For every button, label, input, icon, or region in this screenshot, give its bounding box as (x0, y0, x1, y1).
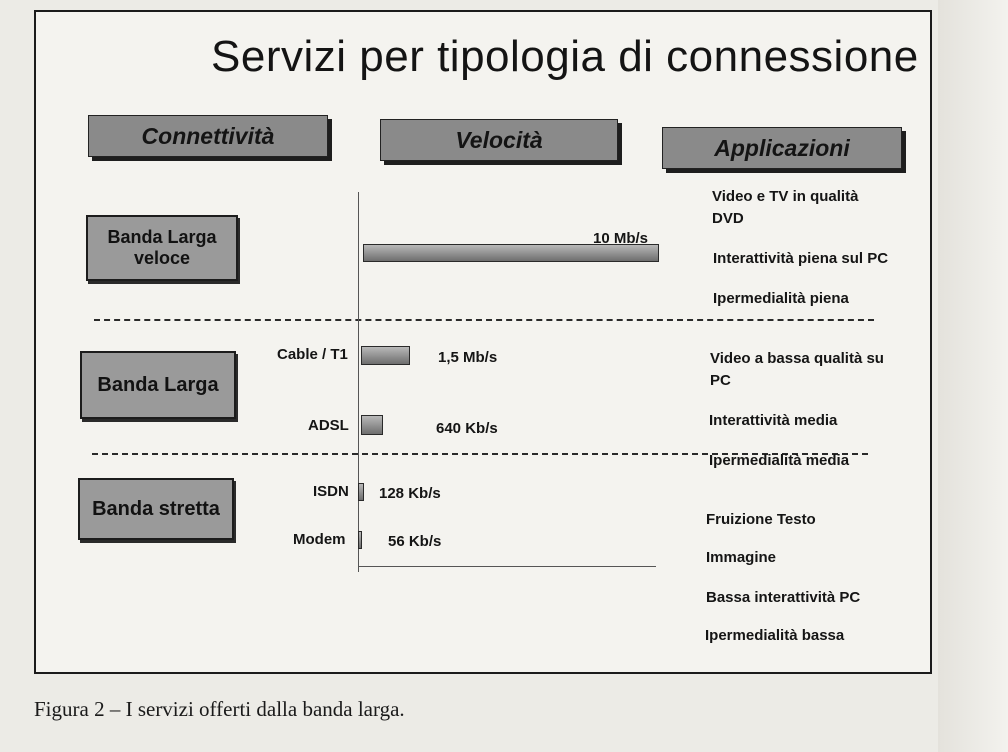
application-item: Fruizione Testo (706, 511, 816, 528)
header-connettivita: Connettività (88, 115, 328, 157)
bar-adsl (361, 415, 383, 435)
application-item: Immagine (706, 549, 777, 566)
speed-label-adsl: 640 Kb/s (436, 420, 498, 437)
application-item: Ipermedialità bassa (705, 627, 845, 644)
speed-baseline (358, 566, 656, 567)
figure-caption: Figura 2 – I servizi offerti dalla banda larga. (34, 697, 405, 721)
bar-modem (358, 531, 362, 549)
speed-label-isdn: 128 Kb/s (379, 485, 441, 502)
header-velocita: Velocità (380, 119, 618, 161)
speed-axis (358, 192, 359, 572)
application-item: Bassa interattività PC (706, 589, 861, 606)
category-banda-larga-veloce (86, 215, 238, 281)
figure-frame (34, 10, 932, 674)
category-banda-larga: Banda Larga (80, 351, 236, 419)
header-applicazioni: Applicazioni (662, 127, 902, 169)
connection-isdn: ISDN (313, 483, 349, 500)
page-edge (938, 0, 1008, 752)
category-line-1: Banda Larga (107, 227, 217, 247)
application-item: Video e TV in qualità DVD (712, 188, 859, 227)
divider-1 (94, 319, 874, 321)
connection-modem: Modem (293, 531, 346, 548)
category-line-2: veloce (133, 248, 191, 268)
connection-cable-t1: Cable / T1 (277, 346, 348, 363)
application-item: Interattività piena sul PC (713, 250, 889, 267)
bar-isdn (358, 483, 364, 501)
application-item: Video a bassa qualità su PC (710, 350, 884, 389)
bar-cable-t1 (361, 346, 410, 365)
speed-label-modem: 56 Kb/s (388, 533, 442, 550)
speed-label-cable-t1: 1,5 Mb/s (438, 349, 498, 366)
application-item: Ipermedialità piena (713, 290, 849, 307)
category-banda-stretta: Banda stretta (78, 478, 234, 540)
application-item: Ipermedialità media (709, 452, 850, 469)
connection-adsl: ADSL (308, 417, 349, 434)
speed-label-10mbs: 10 Mb/s (593, 230, 649, 247)
application-item: Interattività media (709, 412, 838, 429)
figure-title: Servizi per tipologia di connessione (211, 32, 919, 81)
